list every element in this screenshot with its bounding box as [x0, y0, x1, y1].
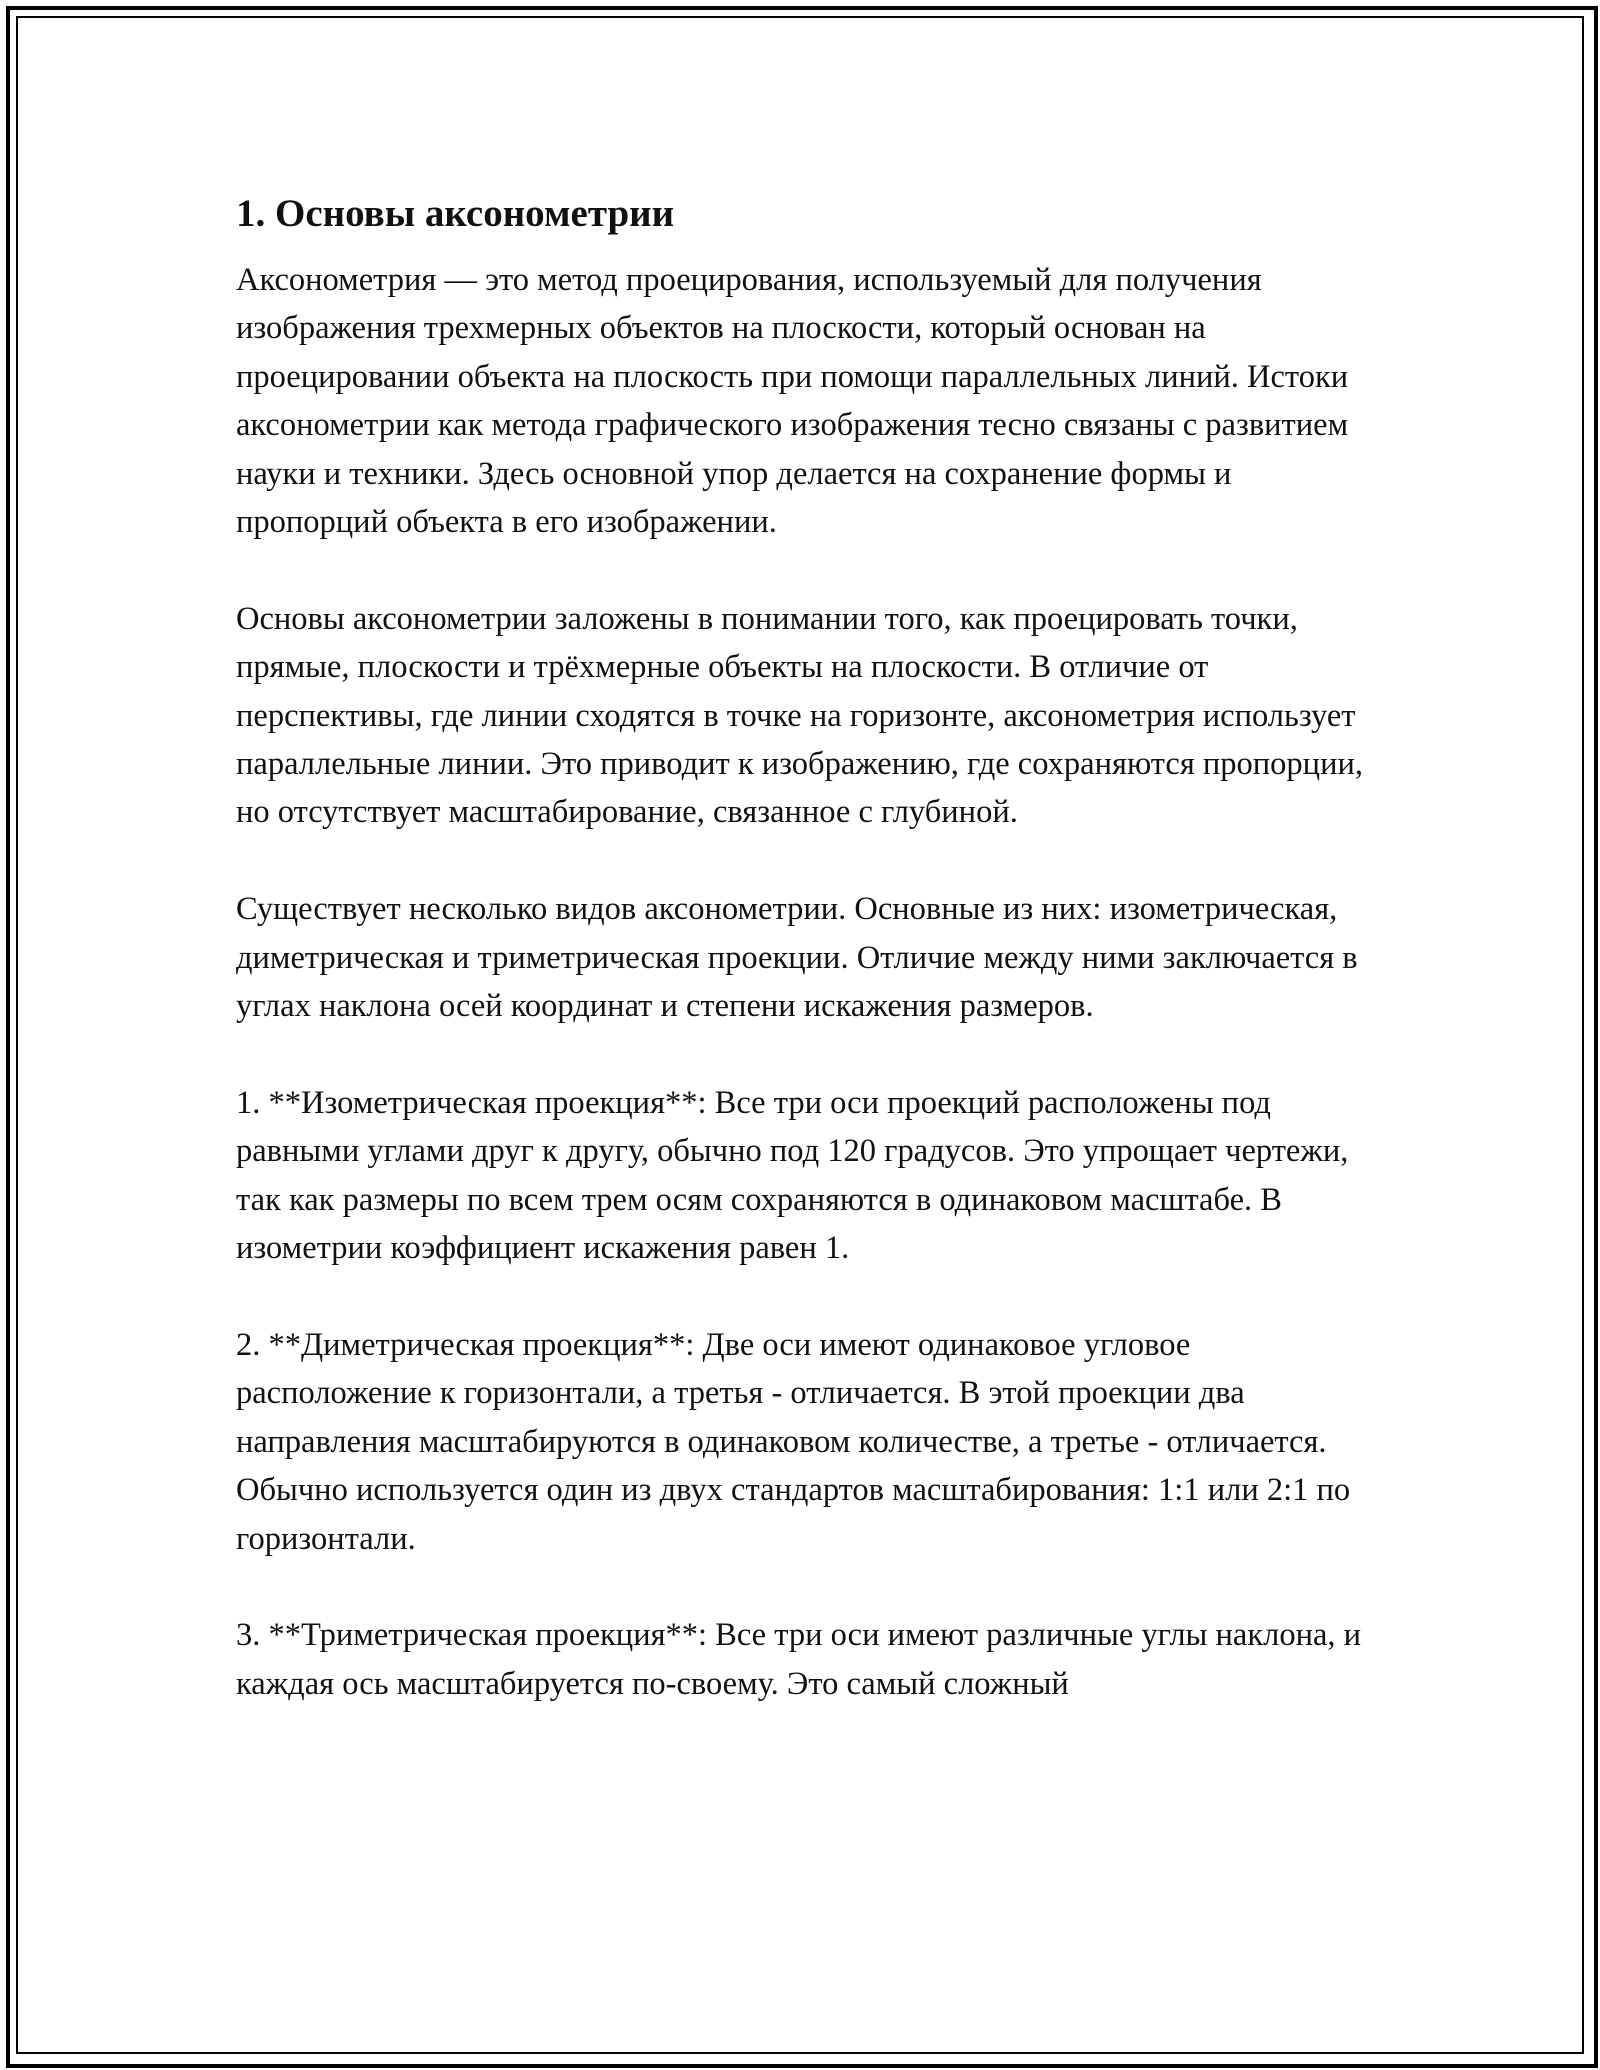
paragraph-isometric: 1. **Изометрическая проекция**: Все три оси проекций расположены под равными углами друг к другу, обычно под 120 градусов. Это упрощает чертежи, так как размеры по всем трем осям сохраняются в одинаковом масштабе. В изометрии коэффициент искажения равен 1. — [236, 1084, 1349, 1267]
section-title: 1. Основы аксонометрии — [236, 192, 675, 235]
paragraph-intro: Аксонометрия — это метод проецирования, используемый для получения изображения трехмерных объектов на плоскости, который основан на проецировании объекта на плоскость при помощи параллельных линий. Истоки аксонометрии как метода графического изображения тесно связаны с развитием науки и техники. Здесь основной упор делается на сохранение формы и пропорций объекта в его изображении. — [236, 262, 1349, 541]
paragraph-types: Существует несколько видов аксонометрии. Основные из них: изометрическая, диметрическая и триметрическая проекции. Отличие между ними заключается в углах наклона осей координат и степени искажения размеров. — [236, 891, 1358, 1025]
paragraph-trimetric: 3. **Триметрическая проекция**: Все три оси имеют различные углы наклона, и каждая ось масштабируется по-своему. Это самый сложный — [236, 1617, 1362, 1702]
paragraph-basics: Основы аксонометрии заложены в понимании того, как проецировать точки, прямые, плоскости и трёхмерные объекты на плоскости. В отличие от перспективы, где линии сходятся в точке на горизонте, аксонометрия использует параллельные линии. Это приводит к изображению, где сохраняются пропорции, но отсутствует масштабирование, связанное с глубиной. — [236, 600, 1363, 831]
paragraph-dimetric: 2. **Диметрическая проекция**: Две оси имеют одинаковое угловое расположение к горизонтали, а третья - отличается. В этой проекции два направления масштабируются в одинаковом количестве, а третье - отличается. Обычно используется один из двух стандартов масштабирования: 1:1 или 2:1 по горизонтали. — [236, 1326, 1351, 1557]
document-body — [236, 186, 1366, 1757]
